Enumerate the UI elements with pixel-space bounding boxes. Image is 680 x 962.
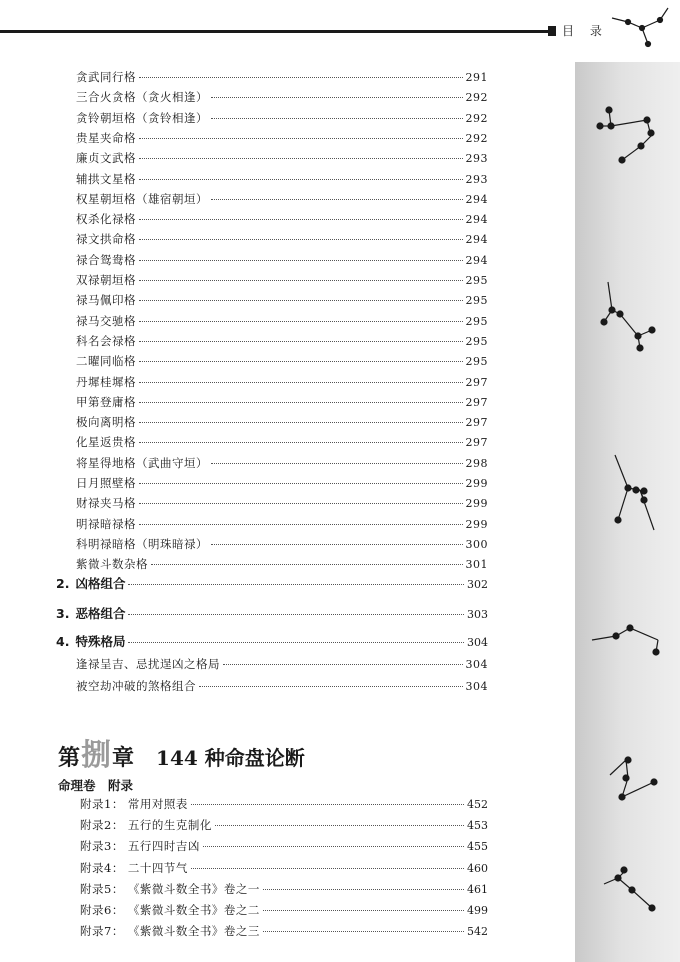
dot-leader bbox=[139, 260, 463, 261]
toc-entry-page: 297 bbox=[465, 416, 488, 430]
dot-leader bbox=[128, 642, 464, 643]
chapter-suffix: 章 bbox=[112, 745, 135, 771]
toc-entry-title: 极向离明格 bbox=[76, 415, 136, 430]
appendix-title: 二十四节气 bbox=[127, 860, 188, 875]
dot-leader bbox=[139, 341, 463, 342]
appendix-item bbox=[80, 902, 488, 920]
toc-entry bbox=[76, 170, 488, 188]
toc-entry-page: 291 bbox=[465, 71, 488, 84]
dot-leader bbox=[203, 846, 464, 847]
constellation-top-icon bbox=[612, 8, 668, 47]
dot-leader bbox=[139, 179, 463, 180]
toc-entry bbox=[76, 312, 488, 330]
toc-entry-page: 297 bbox=[465, 375, 488, 389]
dot-leader bbox=[191, 804, 464, 805]
dot-leader bbox=[128, 584, 464, 585]
appendix-item bbox=[80, 923, 488, 941]
toc-entry bbox=[76, 535, 488, 553]
toc-entry-page: 301 bbox=[465, 558, 488, 572]
appendix-item bbox=[80, 860, 488, 878]
dot-leader bbox=[139, 239, 463, 240]
appendix-page: 455 bbox=[467, 840, 488, 854]
dot-leader bbox=[211, 97, 463, 98]
toc-entry-title: 科明禄暗格（明珠暗禄） bbox=[76, 536, 208, 551]
dot-leader bbox=[139, 402, 463, 403]
dot-leader bbox=[139, 361, 463, 362]
toc-section-number: 4. bbox=[56, 634, 70, 649]
dot-leader bbox=[139, 524, 463, 525]
toc-section-number: 3. bbox=[56, 606, 70, 621]
toc-entry-page: 299 bbox=[465, 517, 488, 531]
toc-entry-title: 将星得地格（武曲守垣） bbox=[76, 455, 208, 470]
dot-leader bbox=[139, 219, 463, 220]
toc-section-title: 特殊格局 bbox=[75, 634, 126, 649]
header-rule bbox=[0, 30, 548, 33]
appendix-title: 五行四时吉凶 bbox=[127, 839, 200, 854]
toc-entry bbox=[76, 433, 488, 451]
toc-entry-title: 科名会禄格 bbox=[76, 333, 136, 348]
dot-leader bbox=[139, 503, 463, 504]
dot-leader bbox=[191, 868, 464, 869]
toc-entry bbox=[76, 129, 488, 147]
toc-entry bbox=[76, 88, 488, 106]
toc-entry bbox=[76, 454, 488, 472]
toc-entry bbox=[76, 190, 488, 208]
chapter-heading bbox=[58, 730, 305, 774]
toc-entry-title: 权星朝垣格（雄宿朝垣） bbox=[76, 191, 208, 206]
dot-leader bbox=[223, 664, 463, 665]
toc-section-title: 凶格组合 bbox=[75, 576, 126, 591]
appendix-label: 附录3： bbox=[80, 839, 124, 854]
toc-entry-page: 297 bbox=[465, 395, 488, 409]
appendix-title: 《紫微斗数全书》卷之三 bbox=[127, 924, 260, 939]
toc-entry-title: 双禄朝垣格 bbox=[76, 273, 136, 287]
header-title: 目 录 bbox=[562, 24, 608, 38]
toc-entry bbox=[76, 352, 488, 370]
toc-entry-title: 贪铃朝垣格（贪铃相逢） bbox=[76, 110, 208, 125]
dot-leader bbox=[139, 280, 463, 281]
toc-entry-page: 295 bbox=[465, 334, 488, 348]
toc-section-page: 304 bbox=[467, 636, 488, 649]
appendix-page: 460 bbox=[467, 861, 488, 875]
appendix-item bbox=[80, 796, 488, 814]
toc-entry-page: 294 bbox=[465, 253, 488, 267]
toc-entry bbox=[76, 393, 488, 411]
toc-entry-title: 禄文拱命格 bbox=[76, 232, 136, 247]
toc-entry-page: 295 bbox=[465, 314, 488, 328]
appendix-title: 《紫微斗数全书》卷之二 bbox=[127, 903, 260, 917]
toc-entry-title: 被空劫冲破的煞格组合 bbox=[76, 679, 196, 693]
dot-leader bbox=[263, 931, 464, 932]
toc-entry-page: 293 bbox=[465, 152, 488, 166]
appendix-label: 附录4： bbox=[80, 860, 124, 875]
toc-entry bbox=[76, 515, 488, 533]
toc-entry bbox=[76, 149, 488, 167]
dot-leader bbox=[139, 483, 463, 484]
toc-entry-title: 禄马交驰格 bbox=[76, 313, 136, 328]
toc-entry bbox=[76, 251, 488, 269]
toc-entry bbox=[76, 494, 488, 512]
toc-entry bbox=[76, 474, 488, 492]
toc-sub-entry bbox=[76, 655, 488, 673]
toc-entry-title: 贵星夹命格 bbox=[76, 130, 136, 145]
appendix-page: 452 bbox=[467, 798, 488, 811]
toc-section-page: 302 bbox=[467, 578, 488, 591]
toc-entry-page: 292 bbox=[465, 131, 488, 145]
toc-entry bbox=[76, 230, 488, 248]
dot-leader bbox=[263, 889, 464, 890]
toc-entry-title: 紫微斗数杂格 bbox=[76, 557, 148, 572]
toc-entry-title: 权杀化禄格 bbox=[76, 212, 136, 227]
toc-entry bbox=[76, 271, 488, 289]
toc-entry-title: 甲第登庸格 bbox=[76, 394, 136, 409]
dot-leader bbox=[139, 442, 463, 443]
toc-entry bbox=[76, 210, 488, 228]
toc-entry-title: 财禄夹马格 bbox=[76, 496, 136, 511]
toc-entry-page: 292 bbox=[465, 111, 488, 125]
toc-entry bbox=[76, 555, 488, 573]
appendix-title: 五行的生克制化 bbox=[127, 818, 212, 833]
toc-entry bbox=[76, 68, 488, 86]
dot-leader bbox=[139, 77, 463, 78]
toc-entry-page: 300 bbox=[465, 537, 488, 551]
appendix-page: 542 bbox=[467, 925, 488, 939]
toc-entry-page: 299 bbox=[465, 497, 488, 511]
appendix-label: 附录2： bbox=[80, 818, 124, 833]
dot-leader bbox=[139, 138, 463, 139]
toc-entry-page: 295 bbox=[465, 355, 488, 369]
dot-leader bbox=[211, 463, 463, 464]
toc-section bbox=[56, 632, 488, 652]
toc-entry-page: 293 bbox=[465, 172, 488, 186]
dot-leader bbox=[139, 300, 463, 301]
appendix-label: 附录5： bbox=[80, 881, 124, 896]
toc-section-page: 303 bbox=[467, 608, 488, 621]
toc-entry-title: 丹墀桂墀格 bbox=[76, 374, 136, 389]
toc-entry-title: 明禄暗禄格 bbox=[76, 516, 136, 531]
appendix-item bbox=[80, 881, 488, 899]
toc-entry-title: 贪武同行格 bbox=[76, 70, 136, 84]
appendix-label: 附录7： bbox=[80, 924, 124, 939]
side-decor-band bbox=[575, 62, 680, 962]
appendix-label: 附录6： bbox=[80, 903, 124, 917]
dot-leader bbox=[151, 564, 463, 565]
appendix-title: 《紫微斗数全书》卷之一 bbox=[127, 881, 260, 896]
dot-leader bbox=[211, 199, 463, 200]
appendix-page: 499 bbox=[467, 904, 488, 917]
toc-section-title: 恶格组合 bbox=[75, 606, 126, 621]
appendix-item bbox=[80, 817, 488, 835]
toc-entry-page: 298 bbox=[465, 456, 488, 470]
toc-entry-page: 295 bbox=[465, 294, 488, 308]
toc-sub-entry bbox=[76, 677, 488, 695]
dot-leader bbox=[199, 686, 463, 687]
toc-entry-page: 304 bbox=[465, 658, 488, 671]
toc-entry bbox=[76, 373, 488, 391]
dot-leader bbox=[128, 614, 464, 615]
dot-leader bbox=[215, 825, 464, 826]
dot-leader bbox=[211, 118, 463, 119]
toc-entry bbox=[76, 413, 488, 431]
toc-entry-title: 化星返贵格 bbox=[76, 435, 136, 450]
header-marker bbox=[548, 26, 556, 36]
toc-section bbox=[56, 574, 488, 594]
toc-entry-title: 日月照壁格 bbox=[76, 476, 136, 490]
toc-entry-page: 304 bbox=[465, 680, 488, 693]
dot-leader bbox=[263, 910, 464, 911]
toc-entry-page: 294 bbox=[465, 233, 488, 247]
toc-entry-page: 295 bbox=[465, 274, 488, 287]
toc-entry-page: 294 bbox=[465, 213, 488, 227]
dot-leader bbox=[139, 422, 463, 423]
toc-section-number: 2. bbox=[56, 576, 70, 591]
appendix-title: 常用对照表 bbox=[127, 797, 188, 811]
appendix-item bbox=[80, 838, 488, 856]
toc-entry bbox=[76, 332, 488, 350]
appendix-page: 461 bbox=[467, 882, 488, 896]
toc-entry-title: 三合火贪格（贪火相逢） bbox=[76, 90, 208, 105]
dot-leader bbox=[211, 544, 463, 545]
appendix-heading: 命理卷 附录 bbox=[58, 778, 134, 793]
toc-entry-title: 禄马佩印格 bbox=[76, 293, 136, 308]
toc-entry-title: 逢禄呈吉、忌扰逞凶之格局 bbox=[76, 657, 220, 671]
dot-leader bbox=[139, 158, 463, 159]
chapter-prefix: 第 bbox=[58, 745, 81, 771]
dot-leader bbox=[139, 382, 463, 383]
toc-entry-title: 禄合鸳鸯格 bbox=[76, 252, 136, 267]
toc-section bbox=[56, 604, 488, 624]
toc-entry-title: 二曜同临格 bbox=[76, 354, 136, 369]
dot-leader bbox=[139, 321, 463, 322]
toc-entry-title: 辅拱文星格 bbox=[76, 171, 136, 186]
toc-entry bbox=[76, 109, 488, 127]
toc-entry-page: 292 bbox=[465, 91, 488, 105]
appendix-page: 453 bbox=[467, 819, 488, 833]
toc-entry-page: 299 bbox=[465, 477, 488, 490]
appendix-label: 附录1： bbox=[80, 797, 124, 811]
toc-entry-title: 廉贞文武格 bbox=[76, 151, 136, 166]
chapter-numeral: 捌 bbox=[81, 738, 112, 773]
toc-entry-page: 297 bbox=[465, 436, 488, 450]
toc-entry bbox=[76, 291, 488, 309]
toc-entry-page: 294 bbox=[465, 192, 488, 206]
chapter-title: 144 种命盘论断 bbox=[156, 746, 305, 770]
